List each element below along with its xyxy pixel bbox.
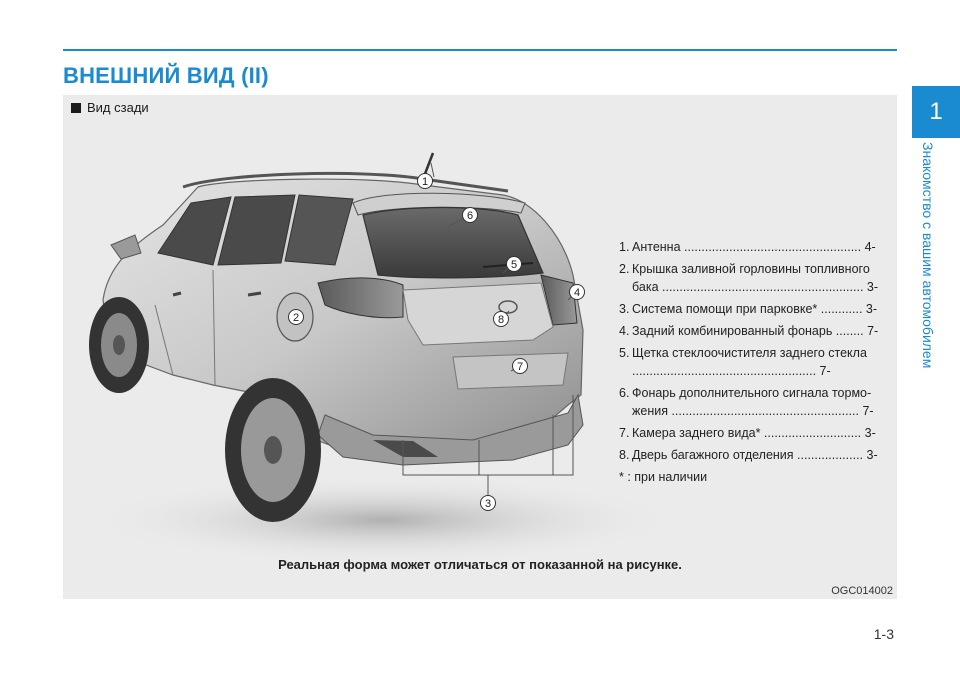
legend-item [619, 344, 885, 380]
callout-4 [570, 285, 585, 300]
legend-item [619, 384, 885, 420]
legend-item [619, 322, 885, 340]
svg-text:1: 1 [421, 176, 429, 188]
legend-text: Камера заднего вида* ............................ 3- [632, 426, 876, 440]
callout-6 [463, 208, 478, 223]
legend-text: Дверь багажного отделения ................... 3- [632, 448, 878, 462]
callout-7 [513, 359, 528, 374]
legend-num: 6. [619, 386, 630, 400]
legend-text: Крышка заливной горловины топливного бака .......................................................... 3- [632, 262, 879, 294]
legend-num: 3. [619, 302, 630, 316]
legend-text: Задний комбинированный фонарь ........ 7- [632, 324, 879, 338]
legend-num: 4. [619, 324, 630, 338]
legend-text: Система помощи при парковке* ............ 3- [632, 302, 878, 316]
legend-num: 8. [619, 448, 630, 462]
svg-text:6: 6 [466, 210, 474, 222]
legend-item [619, 260, 885, 296]
page-title: ВНЕШНИЙ ВИД (II) [63, 63, 269, 88]
callout-5 [507, 257, 522, 272]
legend-text: Антенна ................................................... 4- [632, 240, 876, 254]
chapter-number: 1 [929, 98, 943, 125]
callout-3 [481, 496, 496, 511]
callout-2 [289, 310, 304, 325]
rear-view-figure [63, 95, 897, 599]
chapter-side [922, 142, 950, 392]
callout-8 [494, 312, 509, 327]
legend-num: 5. [619, 346, 630, 360]
chapter-tab [912, 86, 960, 138]
figure-caption: Реальная форма может отличаться от показанной на рисунке. [278, 557, 682, 572]
legend-item [619, 424, 885, 442]
legend-num: 2. [619, 262, 630, 276]
svg-text:8: 8 [497, 314, 505, 326]
svg-text:2: 2 [292, 312, 300, 324]
svg-text:5: 5 [510, 259, 518, 271]
legend-num: 7. [619, 426, 630, 440]
chapter-label: Знакомство с вашим автомобилем [920, 142, 936, 369]
page-number: 1-3 [873, 626, 894, 642]
legend-note: * : при наличии [619, 470, 708, 484]
legend-item [619, 300, 885, 318]
legend-item [619, 446, 885, 464]
legend-item [619, 238, 885, 256]
figure-code: OGC014002 [831, 585, 893, 597]
top-rule [63, 49, 897, 51]
legend-text: Щетка стеклоочистителя заднего стекла ..................................................... 7- [632, 346, 867, 378]
legend-num: 1. [619, 240, 630, 254]
legend-text: Фонарь дополнительного сигнала тормо-жения ...................................................... 7- [632, 386, 874, 418]
svg-text:7: 7 [516, 361, 524, 373]
callout-1 [418, 174, 433, 189]
svg-text:3: 3 [484, 498, 492, 510]
component-legend [619, 238, 885, 486]
svg-text:4: 4 [573, 287, 581, 299]
figure-heading-text: Вид сзади [87, 100, 149, 115]
